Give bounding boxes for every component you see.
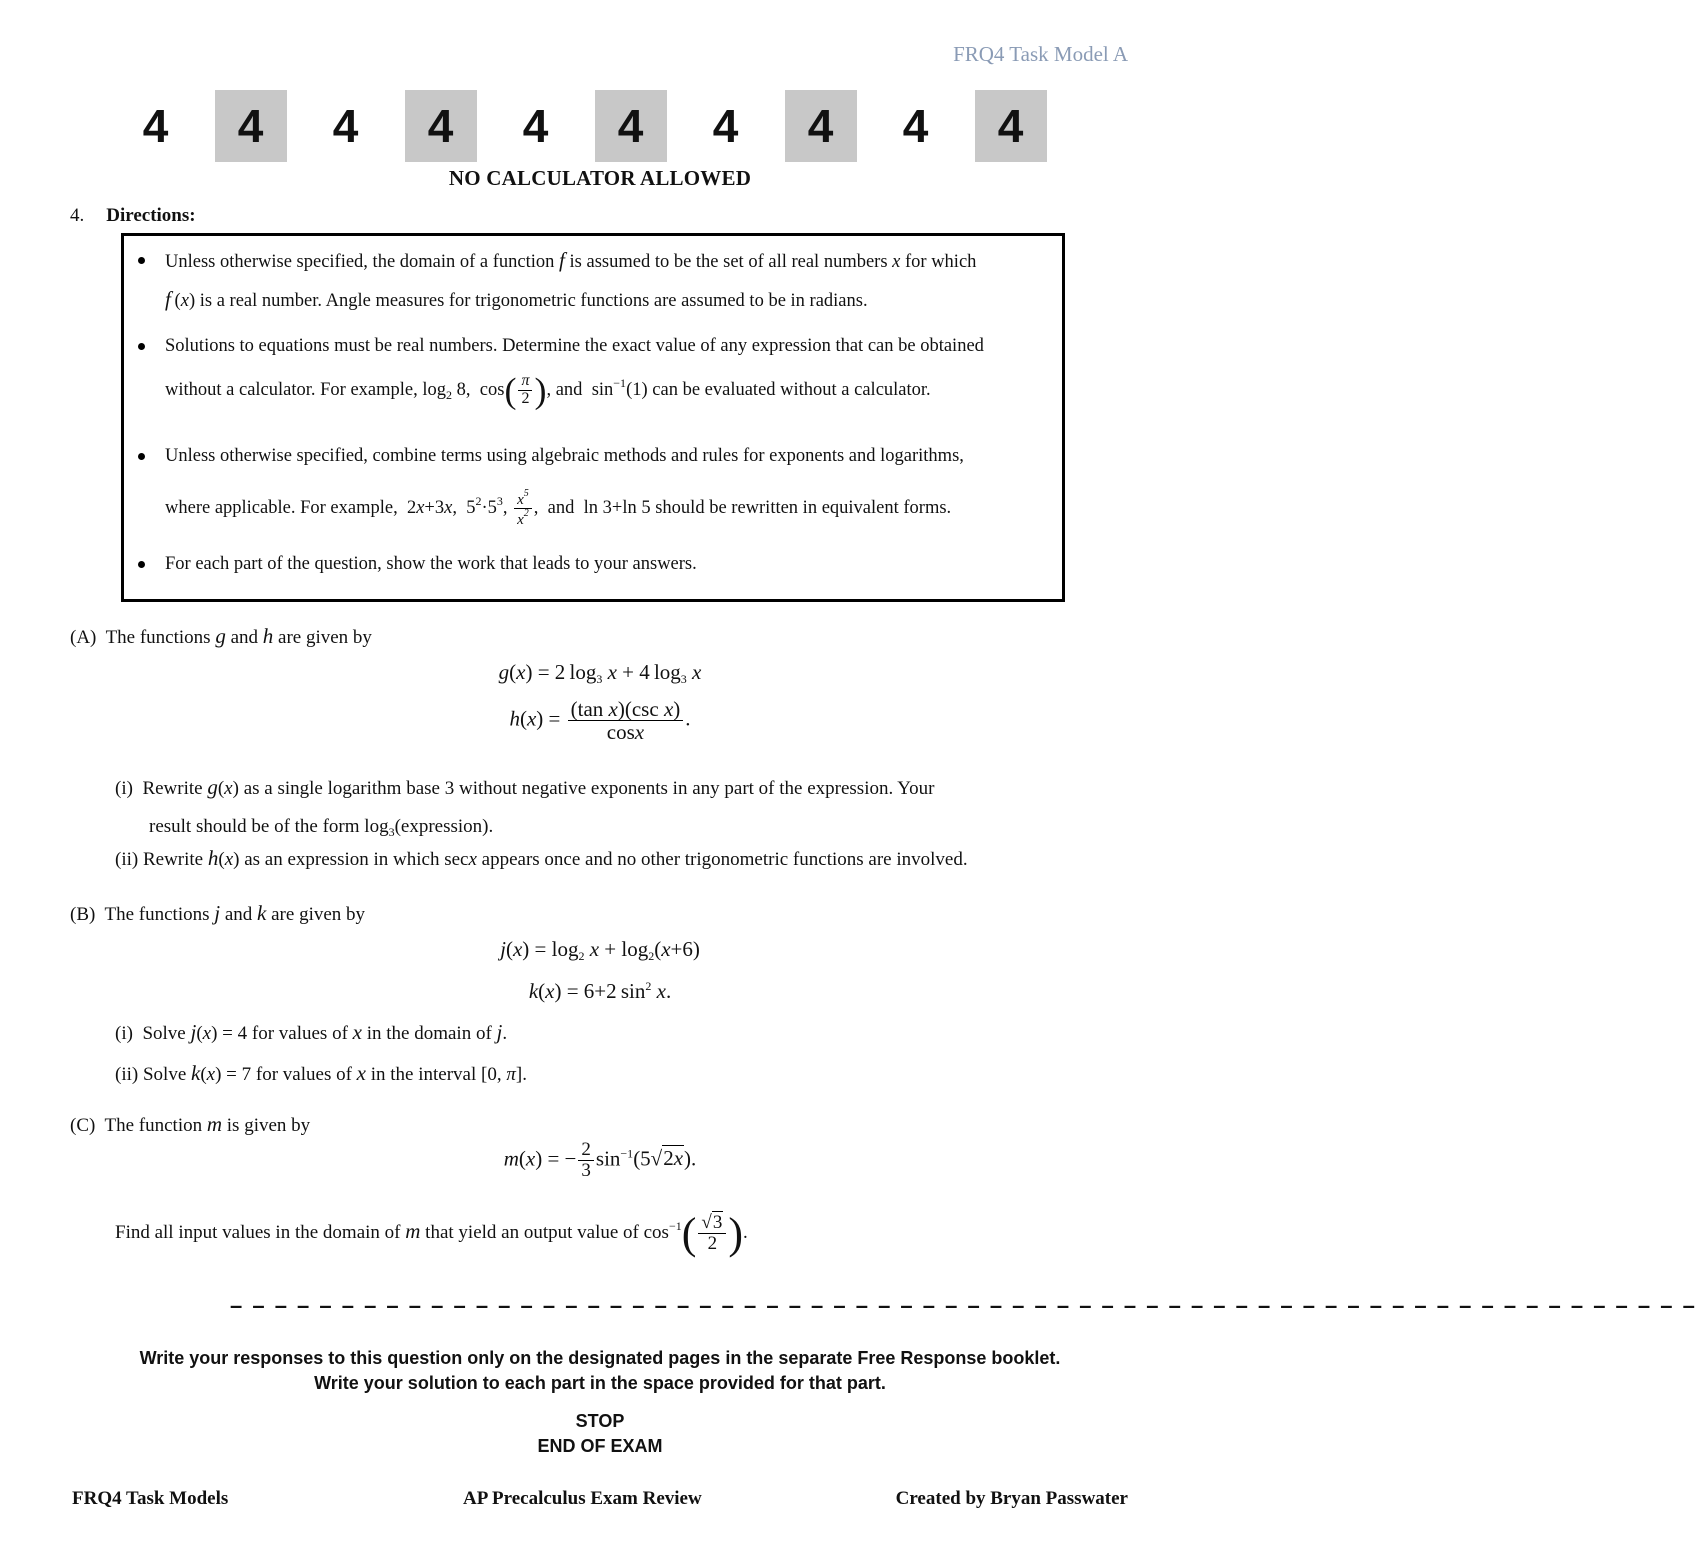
part-b-k-definition: k(x) = 6+2 $\sin^2 x$. [528,979,672,1003]
banner-digit-shaded: 4 [773,88,868,164]
response-instructions: Write your responses to this question only on the designated pages in the separate Free Response booklet. Write your solution to each part in the space provided for that part. [139,1348,1061,1393]
banner-digit: 4 [142,100,169,152]
banner-digit-shaded: 4 [203,88,298,164]
directions-bullet-exact-values [138,328,1043,414]
part-a-ii: (ii) Rewrite h(x) as an expression in which secx appears once and no other trigonometric functions are involved. [115,846,968,870]
banner-digit-shaded: 4 [393,88,488,164]
bullet-text: Unless otherwise specified, combine terms using algebraic methods and rules for exponents and logarithms, where applicable. For example, 2x+3x, $5^2\cdot 5^3$, $\frac{x^5}{x^2}$ , and ln 3+ln 5 should be rewritten in equivalent forms. [165,446,964,529]
part-b-intro: (B) The functions j and k are given by [70,901,366,925]
part-a-intro: (A) The functions g and h are given by [70,624,372,648]
banner-digit: 4 [332,100,359,152]
bullet-text: Solutions to equations must be real numbers. Determine the exact value of any expression that can be obtained without a calculator. For example, $\log_2 8$, cos( $\frac{\pi}{2}$ ), and $\sin^{-1}(1)$ can be evaluated without a calculator. [165,336,984,411]
question-number-banner [108,88,1058,164]
dashed-divider: – – – – – – – – – – – – – – – – – – – – – – – – – – – – – – – – – – – – – – – – – – – – – – – – – – – – – – – – – – – – – – – – – – [230,1293,1697,1318]
part-a-i: (i) Rewrite g(x) as a single logarithm base 3 without negative exponents in any part of the expression. Your result should be of the form $\log_3(expression)$. [115,775,935,839]
directions-box [121,233,1065,602]
bullet-dot [138,453,145,460]
bullet-text: For each part of the question, show the work that leads to your answers. [165,554,697,574]
page-tag: FRQ4 Task Model A [953,42,1128,66]
part-c-find: Find all input values in the domain of m that yield an output value of $\cos^{-1}$( $\frac{√3}{2}$ ). [115,1209,748,1258]
footer-left: FRQ4 Task Models [72,1488,229,1509]
directions-bullet-domain [138,242,1043,320]
banner-digit: 4 [712,100,739,152]
bullet-dot [138,257,145,264]
bullet-dot [138,561,145,568]
part-a-h-definition: h(x) = $\frac{\text{(tan x)(csc x)}}{\cos x}$ . [509,697,691,745]
part-b-i: (i) Solve j(x) = 4 for values of x in the domain of j. [115,1020,508,1044]
question-heading [70,205,196,227]
footer-center: AP Precalculus Exam Review [463,1488,702,1509]
part-b-ii: (ii) Solve k(x) = 7 for values of x in the interval [0, π]. [115,1061,527,1085]
part-c-intro: (C) The function m is given by [70,1112,311,1136]
bullet-text: Unless otherwise specified, the domain of a function f is assumed to be the set of all real numbers x for which f (x) is a real number. Angle measures for trigonometric functions are assumed to be in radians. [165,248,977,311]
banner-digit-shaded: 4 [583,88,678,164]
bullet-dot [138,343,145,350]
directions-bullet-combine-terms [138,438,1043,534]
footer-right: Created by Bryan Passwater [895,1488,1128,1509]
directions-label: Directions: [106,205,196,226]
part-c-m-definition: m(x) = − $\frac{2}{3}$ $\sin^{-1}(5√2x)$. [503,1139,697,1181]
part-b-j-definition: $j(x) = \log_2 x + \log_2(x+6)$ [500,937,700,963]
banner-digit: 4 [522,100,549,152]
directions-bullet-show-work [138,546,1043,583]
banner-digit: 4 [902,100,929,152]
part-a-g-definition: g(x) = 2 $\log_3 x + 4$ $\log_3 x$ [498,660,702,686]
stop-notice: STOP END OF EXAM [537,1411,663,1456]
no-calculator-notice: NO CALCULATOR ALLOWED [448,166,752,190]
question-number: 4. [70,205,85,226]
banner-digit-shaded: 4 [963,88,1058,164]
